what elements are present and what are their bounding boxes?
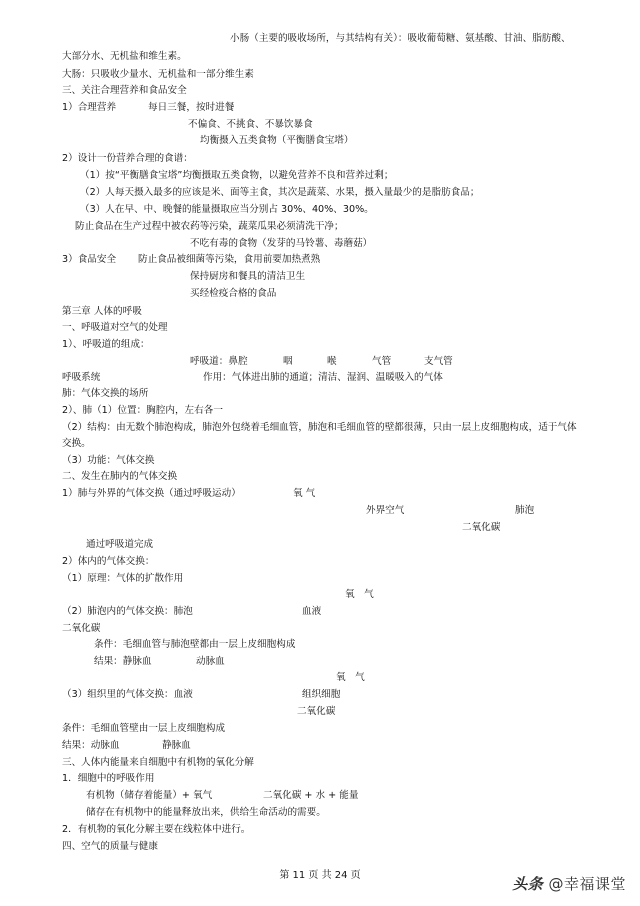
- text-line: 动脉血: [196, 656, 225, 667]
- text-line: 结果：静脉血: [94, 656, 152, 667]
- text-line: 二氧化碳 + 水 + 能量: [263, 790, 359, 801]
- watermark: [512, 873, 626, 894]
- text-line: （2）人每天摄入最多的应该是米、面等主食，其次是蔬菜、水果，摄入量最少的是脂肪食品；: [80, 187, 480, 198]
- text-line: 防止食品在生产过程中被农药等污染，蔬菜瓜果必须清洗干净；: [75, 221, 344, 232]
- diagram-label: 二氧化碳: [297, 706, 336, 717]
- text-line: 喉: [327, 356, 337, 367]
- watermark-prefix: 头条: [512, 875, 544, 893]
- text-line: 防止食品被细菌等污染，食用前要加热煮熟: [138, 254, 321, 265]
- text-line: 2．有机物的氧化分解主要在线粒体中进行。: [62, 824, 251, 835]
- section-heading: 一、呼吸道对空气的处理: [62, 322, 168, 333]
- section-heading: 三、人体内能量来自细胞中有机物的氧化分解: [62, 757, 254, 768]
- text-line: 条件：毛细血管与肺泡壁都由一层上皮细胞构成: [94, 639, 296, 650]
- text-line: 交换。: [62, 438, 91, 449]
- text-line: 不偏食、不挑食、不暴饮暴食: [188, 119, 313, 130]
- text-line: 有机物（储存着能量）+ 氧气: [86, 790, 213, 801]
- text-line: （3）功能：气体交换: [62, 455, 155, 466]
- section-heading: 四、空气的质量与健康: [62, 841, 158, 852]
- text-line: 肺：气体交换的场所: [62, 388, 149, 399]
- text-line: 大部分水、无机盐和维生素。: [62, 51, 187, 62]
- text-line: 静脉血: [162, 740, 191, 751]
- diagram-label: 氧 气: [345, 589, 374, 600]
- text-line: （2）结构：由无数个肺泡构成，肺泡外包绕着毛细血管，肺泡和毛细血管的壁都很薄，只由一层上皮细胞构成，适于气体: [62, 422, 577, 433]
- section-heading: 二、发生在肺内的气体交换: [62, 471, 178, 482]
- text-line: 小肠（主要的吸收场所，与其结构有关）：吸收葡萄糖、氨基酸、甘油、脂肪酸、: [230, 33, 571, 44]
- text-line: 大肠：只吸收少量水、无机盐和一部分维生素: [62, 69, 254, 80]
- text-line: 支气管: [424, 356, 453, 367]
- section-heading: 三、关注合理营养和食品安全: [62, 85, 187, 96]
- text-line: 作用：气体进出肺的通道；清洁、湿润、温暖吸入的气体: [203, 372, 443, 383]
- text-line: 3）食品安全: [62, 254, 117, 265]
- text-line: （3）人在早、中、晚餐的能量摄取应当分别占 30%、40%、30%。: [80, 204, 374, 215]
- text-line: 条件：毛细血管壁由一层上皮细胞构成: [62, 723, 226, 734]
- text-line: 均衡摄入五类食物（平衡膳食宝塔）: [200, 135, 354, 146]
- text-line: 1）合理营养: [62, 102, 117, 113]
- page-footer: 第 11 页 共 24 页: [279, 870, 361, 881]
- text-line: 1．细胞中的呼吸作用: [62, 773, 155, 784]
- text-line: 呼吸道：鼻腔: [190, 356, 248, 367]
- text-line: 通过呼吸道完成: [86, 539, 154, 550]
- text-line: （1）原理：气体的扩散作用: [62, 573, 184, 584]
- text-line: 2）、肺（1）位置：胸腔内，左右各一: [62, 405, 223, 416]
- diagram-label: 氧 气: [336, 672, 365, 683]
- text-line: 呼吸系统: [62, 372, 101, 383]
- diagram-label: 肺泡: [515, 505, 535, 516]
- diagram-label: 二氧化碳: [62, 623, 101, 634]
- text-line: 咽: [283, 356, 293, 367]
- text-line: 每日三餐，按时进餐: [148, 102, 235, 113]
- text-line: （3）组织里的气体交换：血液: [62, 689, 193, 700]
- diagram-label: 外界空气: [366, 505, 405, 516]
- text-line: 气管: [372, 356, 392, 367]
- watermark-handle: @幸福课堂: [548, 875, 626, 893]
- diagram-label: 组织细胞: [302, 689, 341, 700]
- text-line: 2）设计一份营养合理的食谱：: [62, 153, 193, 164]
- diagram-label: 二氧化碳: [462, 522, 501, 533]
- diagram-label: 氧 气: [293, 488, 316, 499]
- text-line: 1）、呼吸道的组成：: [62, 339, 150, 350]
- text-line: （1）按“平衡膳食宝塔”均衡摄取五类食物，以避免营养不良和营养过剩；: [80, 170, 394, 181]
- text-line: 2）体内的气体交换：: [62, 556, 155, 567]
- text-line: 储存在有机物中的能量释放出来，供给生命活动的需要。: [86, 807, 326, 818]
- text-line: 保持厨房和餐具的清洁卫生: [190, 271, 306, 282]
- chapter-heading: 第三章 人体的呼吸: [62, 306, 142, 317]
- text-line: 买经检疫合格的食品: [190, 288, 277, 299]
- text-line: 不吃有毒的食物（发芽的马铃薯、毒蘑菇）: [190, 238, 373, 249]
- text-line: 结果：动脉血: [62, 740, 120, 751]
- text-line: （2）肺泡内的气体交换：肺泡: [62, 606, 193, 617]
- text-line: 1）肺与外界的气体交换（通过呼吸运动）: [62, 488, 241, 499]
- diagram-label: 血液: [302, 606, 322, 617]
